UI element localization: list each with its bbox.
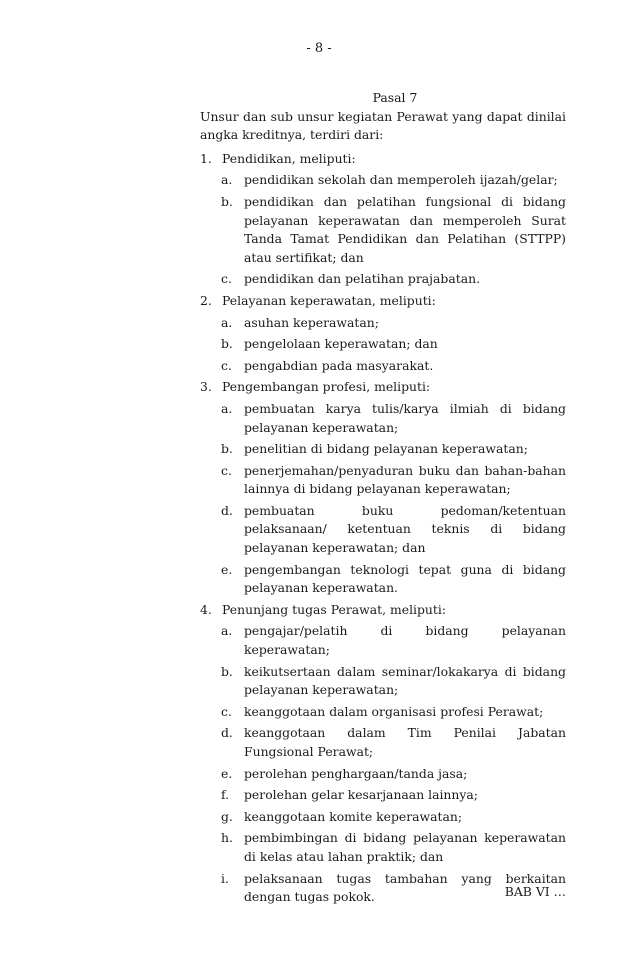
sub-item-text: keanggotaan komite keperawatan;: [244, 808, 463, 824]
sub-item-letter: b.: [221, 336, 233, 352]
sub-item-letter: f.: [221, 787, 230, 803]
sub-list-item: [200, 561, 566, 598]
sub-item-text: keikutsertaan dalam seminar/lokakarya di bidang pelayanan keperawatan;: [244, 663, 566, 698]
item-label: Pendidikan, meliputi:: [222, 150, 356, 166]
sub-item-text: penerjemahan/penyaduran buku dan bahan-bahan lainnya di bidang pelayanan keperawatan;: [244, 462, 566, 497]
sub-list-item: [200, 314, 566, 333]
sub-list-item: [200, 724, 566, 761]
sub-list: [222, 400, 566, 598]
sub-item-text: pembimbingan di bidang pelayanan keperawatan di kelas atau lahan praktik; dan: [244, 830, 566, 864]
sub-item-text: keanggotaan dalam organisasi profesi Perawat;: [244, 703, 544, 719]
sub-item-text: pelaksanaan tugas tambahan yang berkaitan dengan tugas pokok.: [244, 870, 566, 905]
main-list-item: [200, 378, 566, 598]
sub-item-letter: a.: [221, 623, 233, 639]
sub-item-letter: h.: [221, 830, 233, 846]
sub-item-letter: b.: [221, 441, 233, 457]
item-number: 2.: [200, 292, 212, 308]
sub-item-text: keanggotaan dalam Tim Penilai Jabatan Fungsional Perawat;: [244, 725, 566, 759]
sub-item-letter: a.: [221, 400, 233, 416]
next-page-reference: BAB VI …: [504, 884, 566, 899]
sub-item-text: pengembangan teknologi tepat guna di bidang pelayanan keperawatan.: [244, 561, 566, 596]
article-title: Pasal 7: [372, 90, 418, 105]
sub-list-item: [200, 765, 566, 784]
sub-item-letter: b.: [221, 663, 233, 679]
sub-list-item: [200, 440, 566, 459]
sub-item-letter: c.: [221, 703, 232, 719]
item-number: 1.: [200, 150, 212, 166]
sub-list: [222, 314, 566, 376]
sub-list-item: [200, 663, 566, 700]
sub-list-item: [200, 462, 566, 499]
sub-item-text: asuhan keperawatan;: [244, 314, 379, 330]
sub-item-text: pengabdian pada masyarakat.: [244, 357, 434, 373]
sub-list-item: [200, 335, 566, 354]
sub-item-text: pendidikan sekolah dan memperoleh ijazah/gelar;: [244, 172, 558, 188]
main-list-item: [200, 292, 566, 375]
article-intro: Unsur dan sub unsur kegiatan Perawat yang dapat dinilai angka kreditnya, terdiri dari:: [200, 108, 566, 143]
sub-list-item: [200, 808, 566, 827]
sub-item-text: perolehan gelar kesarjanaan lainnya;: [244, 787, 478, 803]
sub-item-letter: e.: [221, 765, 233, 781]
sub-list-item: [200, 703, 566, 722]
sub-item-text: pengelolaan keperawatan; dan: [244, 336, 438, 352]
sub-item-letter: c.: [221, 357, 232, 373]
main-list: [200, 150, 566, 907]
sub-list: [222, 171, 566, 289]
item-number: 3.: [200, 379, 212, 395]
sub-list-item: [200, 357, 566, 376]
sub-list: [222, 622, 566, 906]
sub-item-text: pengajar/pelatih di bidang pelayanan keperawatan;: [244, 623, 566, 658]
sub-item-letter: d.: [221, 502, 233, 518]
sub-item-letter: a.: [221, 314, 233, 330]
item-label: Penunjang tugas Perawat, meliputi:: [222, 601, 447, 617]
sub-list-item: [200, 829, 566, 866]
sub-list-item: [200, 193, 566, 267]
sub-item-text: pendidikan dan pelatihan fungsional di bidang pelayanan keperawatan dan memperoleh Surat Tanda Tamat Pendidikan dan Pelatihan (STTPP) atau sertifikat; dan: [244, 193, 566, 265]
page-number: - 8 -: [306, 41, 332, 56]
main-list-item: [200, 601, 566, 907]
sub-item-letter: g.: [221, 808, 233, 824]
sub-item-letter: c.: [221, 271, 232, 287]
sub-item-text: pembuatan karya tulis/karya ilmiah di bidang pelayanan keperawatan;: [244, 400, 566, 435]
main-list-item: [200, 150, 566, 289]
sub-list-item: [200, 622, 566, 659]
sub-list-item: [200, 270, 566, 289]
item-number: 4.: [200, 601, 212, 617]
sub-item-text: pendidikan dan pelatihan prajabatan.: [244, 271, 481, 287]
sub-item-letter: b.: [221, 193, 233, 209]
sub-list-item: [200, 786, 566, 805]
sub-item-letter: a.: [221, 172, 233, 188]
sub-item-text: perolehan penghargaan/tanda jasa;: [244, 765, 468, 781]
sub-item-text: pembuatan buku pedoman/ketentuan pelaksanaan/ ketentuan teknis di bidang pelayanan keperawatan; dan: [244, 502, 566, 556]
sub-item-letter: e.: [221, 561, 233, 577]
document-body: [200, 89, 566, 910]
sub-list-item: [200, 502, 566, 558]
item-label: Pengembangan profesi, meliputi:: [222, 379, 431, 395]
item-label: Pelayanan keperawatan, meliputi:: [222, 292, 436, 308]
sub-item-letter: c.: [221, 462, 232, 478]
sub-item-letter: i.: [221, 870, 229, 886]
sub-item-letter: d.: [221, 725, 233, 741]
sub-item-text: penelitian di bidang pelayanan keperawatan;: [244, 441, 528, 457]
sub-list-item: [200, 171, 566, 190]
sub-list-item: [200, 400, 566, 437]
